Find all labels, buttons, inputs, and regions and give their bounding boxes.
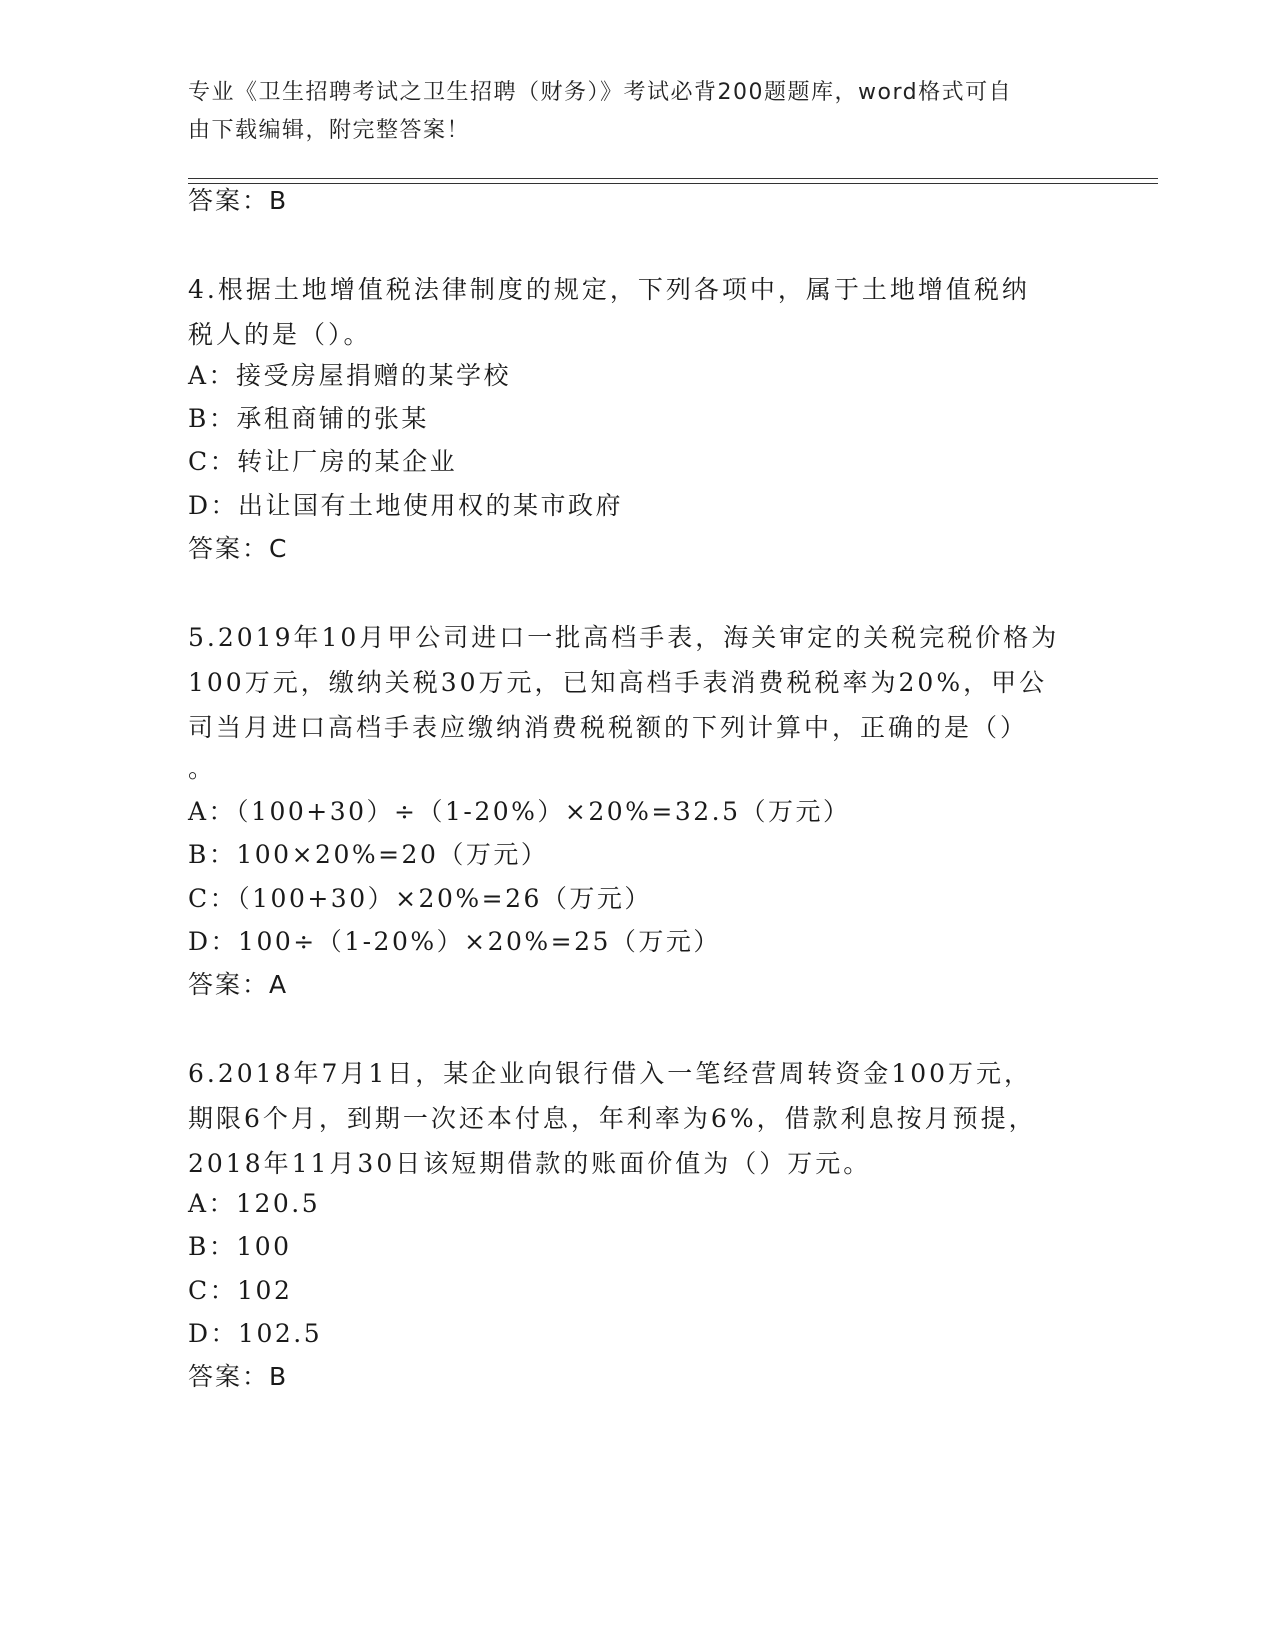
question-6-line-3: 2018年11月30日该短期借款的账面价值为（）万元。 [188, 1149, 872, 1178]
question-4-option-b: B：承租商铺的张某 [188, 404, 429, 433]
document-header [188, 74, 1068, 150]
question-5-option-d: D：100÷（1-20%）×20%=25（万元） [188, 927, 721, 956]
question-5-option-a: A：（100+30）÷（1-20%）×20%=32.5（万元） [188, 797, 851, 826]
question-5-line-2: 100万元，缴纳关税30万元，已知高档手表消费税税率为20%，甲公 [188, 668, 1048, 697]
question-4-option-a: A：接受房屋捐赠的某学校 [188, 361, 512, 390]
question-6-option-a: A：120.5 [188, 1189, 321, 1218]
question-4-line-2: 税人的是（）。 [188, 320, 372, 349]
question-6-option-b: B：100 [188, 1232, 292, 1261]
header-divider-bottom [188, 183, 1158, 184]
header-divider-top [188, 178, 1158, 179]
question-5-line-4: 。 [188, 754, 217, 783]
question-6-line-2: 期限6个月，到期一次还本付息，年利率为6%，借款利息按月预提， [188, 1104, 1037, 1133]
question-6-line-1: 6.2018年7月1日，某企业向银行借入一笔经营周转资金100万元， [188, 1059, 1033, 1088]
question-4-line-1: 4.根据土地增值税法律制度的规定，下列各项中，属于土地增值税纳 [188, 275, 1030, 304]
question-4-option-d: D：出让国有土地使用权的某市政府 [188, 491, 624, 520]
question-6-stem [188, 1051, 1088, 1186]
header-line-2: 由下载编辑，附完整答案！ [188, 118, 471, 143]
question-4-answer: 答案：C [188, 534, 289, 563]
previous-answer: 答案：B [188, 186, 289, 215]
header-line-1: 专业《卫生招聘考试之卫生招聘（财务）》考试必背200题题库，word格式可自 [188, 80, 1013, 105]
question-5-answer: 答案：A [188, 970, 289, 999]
question-5-stem [188, 615, 1088, 788]
question-4-option-c: C：转让厂房的某企业 [188, 447, 458, 476]
question-6-option-c: C：102 [188, 1276, 293, 1305]
question-6-answer: 答案：B [188, 1362, 289, 1391]
question-5-option-c: C：（100+30）×20%=26（万元） [188, 884, 652, 913]
question-5-line-1: 5.2019年10月甲公司进口一批高档手表，海关审定的关税完税价格为 [188, 623, 1060, 652]
question-5-option-b: B：100×20%=20（万元） [188, 840, 549, 869]
question-5-line-3: 司当月进口高档手表应缴纳消费税税额的下列计算中，正确的是（） [188, 713, 1029, 742]
question-6-option-d: D：102.5 [188, 1319, 323, 1348]
question-4-stem [188, 267, 1088, 357]
